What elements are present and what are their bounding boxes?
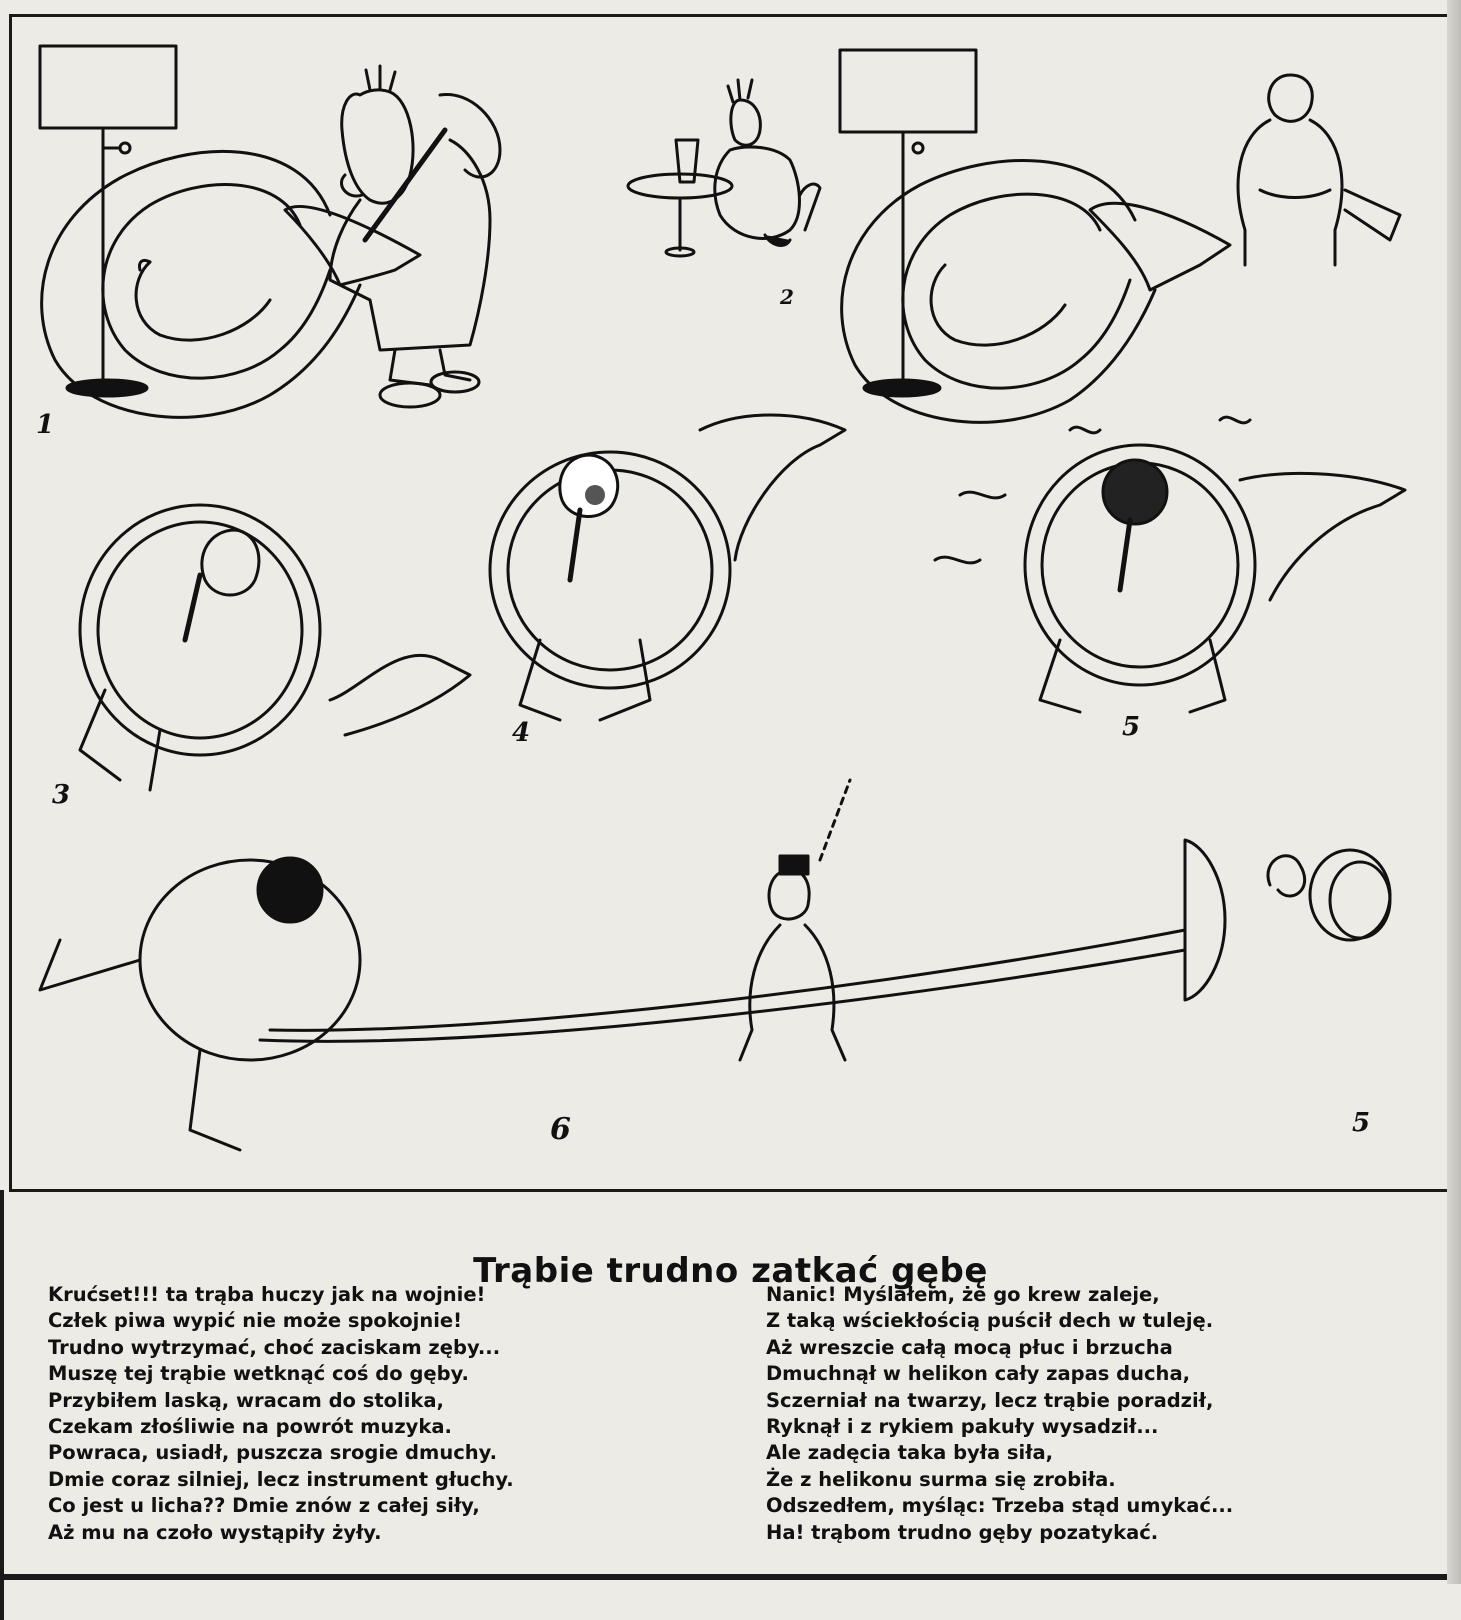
panel-6-art (40, 780, 1390, 1150)
verse-line: Z taką wściekłością puścił dech w tuleję. (766, 1309, 1214, 1333)
verse-line: Ryknął i z rykiem pakuły wysadził... (766, 1415, 1159, 1439)
panel-number: 5 (1122, 712, 1141, 742)
panel-2b-art (840, 50, 1400, 422)
verse-line: Aż wreszcie całą mocą płuc i brzucha (766, 1335, 1173, 1359)
panel-number: 2 (780, 285, 794, 309)
panel-number: 5 (1352, 1108, 1371, 1138)
verse-line: Że z helikonu surma się zrobiła. (766, 1467, 1116, 1491)
panel-number: 1 (36, 410, 55, 440)
verse-line: Powraca, usiadł, puszcza srogie dmuchy. (48, 1441, 497, 1465)
verse-line: Ha! trąbom trudno gęby pozatykać. (766, 1520, 1159, 1544)
panel-4-art (490, 415, 845, 720)
poem-title: Trąbie trudno zatkać gębę (473, 1250, 988, 1291)
verse-line: Odszedłem, myśląc: Trzeba stąd umykać... (766, 1494, 1234, 1518)
verse-line: Dmuchnął w helikon cały zapas ducha, (766, 1362, 1191, 1386)
verse-line: Sczerniał na twarzy, lecz trąbie poradził, (766, 1388, 1214, 1412)
verse-line: Ale zadęcia taka była siła, (766, 1441, 1054, 1465)
verse-line: Dmie coraz silniej, lecz instrument głuchy. (48, 1467, 514, 1491)
poem-left-column (48, 1282, 688, 1546)
verse-line: Przybiłem laską, wracam do stolika, (48, 1388, 444, 1412)
panel-number: 4 (512, 718, 531, 748)
verse-line: Czekam złośliwie na powrót muzyka. (48, 1415, 452, 1439)
panel-number: 3 (52, 780, 71, 810)
verse-line: Człek piwa wypić nie może spokojnie! (48, 1309, 463, 1333)
poem-right-column (766, 1282, 1406, 1546)
page-bottom-rule (0, 1574, 1461, 1580)
verse-line: Aż mu na czoło wystąpiły żyły. (48, 1520, 382, 1544)
verse-line: Muszę tej trąbie wetknąć coś do gęby. (48, 1362, 469, 1386)
helicon-bell (285, 206, 420, 285)
panel-number: 6 (550, 1112, 571, 1147)
verse-line: Nanic! Myślałem, że go krew zaleje, (766, 1283, 1160, 1306)
panel-1-art (40, 46, 500, 417)
panel-3-art (80, 505, 470, 790)
sign-board (40, 46, 176, 128)
musician-arm (440, 94, 500, 177)
panel-5-art (935, 417, 1405, 712)
verse-line: Co jest u licha?? Dmie znów z całej siły, (48, 1494, 480, 1518)
panel-2-art (628, 80, 820, 256)
verse-line: Trudno wytrzymać, choć zaciskam zęby... (48, 1335, 501, 1359)
trumpet-bell (1185, 840, 1225, 1000)
verse-line: Krućset!!! ta trąba huczy jak na wojnie! (48, 1283, 486, 1306)
